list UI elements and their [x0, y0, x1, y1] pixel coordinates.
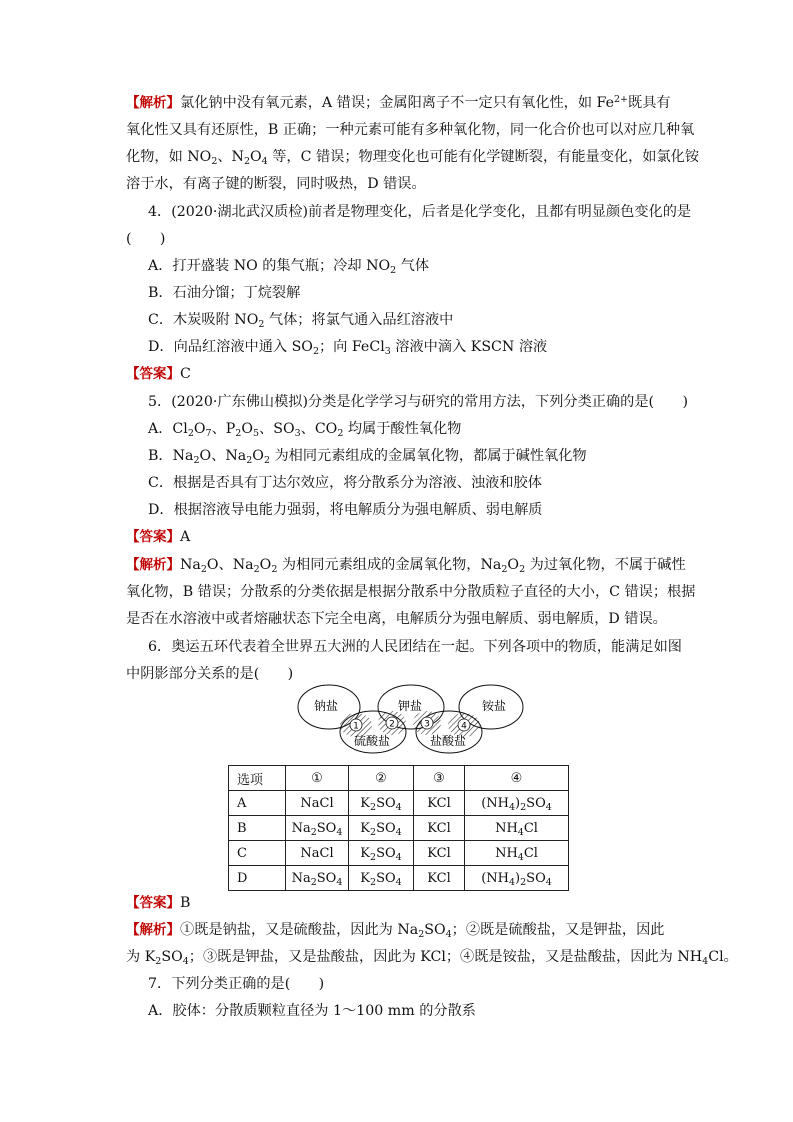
header-cell: 选项	[229, 766, 286, 791]
region-number: 2	[389, 719, 395, 730]
table-cell: $K_2SO_4$	[349, 816, 414, 841]
answer-line: 【答案】C	[126, 366, 191, 382]
table-cell: KCl	[414, 841, 465, 866]
option-b: B．石油分馏；丁烷裂解	[148, 285, 301, 301]
header-cell: ④	[465, 766, 569, 791]
analysis-line: 化物，如 $NO_2$、$N_2O_4$ 等，C 错误；物理变化也可能有化学键断裂，有能量变化，如氯化铵	[126, 149, 700, 167]
answer-line: 【答案】A	[126, 529, 191, 545]
table-row	[229, 841, 569, 866]
table-cell: B	[229, 816, 286, 841]
table-cell: $NH_4Cl$	[465, 841, 569, 866]
table-cell: KCl	[414, 866, 465, 891]
table-cell: KCl	[414, 816, 465, 841]
table-cell: NaCl	[286, 791, 349, 816]
analysis-line: 为 $K_2SO_4$；③既是钾盐，又是盐酸盐，因此为 KCl；④既是铵盐，又是盐酸盐，因此为 $NH_4Cl$。	[126, 949, 738, 967]
question-6-stem: 中阴影部分关系的是( )	[126, 666, 294, 682]
analysis-line: 【解析】$Na_2O$、$Na_2O_2$ 为相同元素组成的金属氧化物，$Na_2O_2$ 为过氧化物，不属于碱性	[126, 557, 686, 575]
analysis-tag: 【解析】	[126, 922, 180, 938]
option-b: B．$Na_2O$、$Na_2O_2$ 为相同元素组成的金属氧化物，都属于碱性氧化物	[148, 448, 587, 466]
option-a: A．$Cl_2O_7$、$P_2O_5$、$SO_3$、$CO_2$ 均属于酸性氧化物	[148, 421, 462, 439]
table-cell: $Na_2SO_4$	[286, 866, 349, 891]
question-7-stem: 7．下列分类正确的是( )	[148, 976, 325, 992]
option-c: C．木炭吸附 $NO_2$ 气体；将氯气通入品红溶液中	[148, 312, 454, 330]
header-cell: ②	[349, 766, 414, 791]
table-cell: $K_2SO_4$	[349, 866, 414, 891]
analysis-line: 溶于水，有离子键的断裂，同时吸热，D 错误。	[126, 176, 426, 192]
question-6-stem: 6．奥运五环代表着全世界五大洲的人民团结在一起。下列各项中的物质，能满足如图	[148, 639, 682, 655]
label-ammonium-salt: 铵盐	[481, 699, 507, 713]
table-cell: $(NH_4)_2SO_4$	[465, 791, 569, 816]
table-cell: $Na_2SO_4$	[286, 816, 349, 841]
table-cell: $K_2SO_4$	[349, 841, 414, 866]
question-4-paren: ( )	[126, 231, 166, 247]
region-number: 1	[353, 721, 359, 732]
table-cell: A	[229, 791, 286, 816]
answer-tag: 【答案】	[126, 366, 180, 382]
table-cell: $NH_4Cl$	[465, 816, 569, 841]
analysis-tag: 【解析】	[126, 95, 180, 111]
table-cell: KCl	[414, 791, 465, 816]
answer-line: 【答案】B	[126, 895, 191, 911]
region-number: 4	[461, 721, 467, 732]
option-c: C．根据是否具有丁达尔效应，将分散系分为溶液、浊液和胶体	[148, 475, 542, 491]
table-cell: $K_2SO_4$	[349, 791, 414, 816]
venn-diagram	[296, 683, 526, 755]
label-potassium-salt: 钾盐	[397, 699, 423, 713]
analysis-line: 氧化物，B 错误；分散系的分类依据是根据分散系中分散质粒子直径的大小，C 错误；根据	[126, 584, 696, 600]
analysis-line: 氧化性又具有还原性，B 正确；一种元素可能有多种氧化物，同一化合价也可以对应几种氧	[126, 122, 695, 138]
label-chloride: 盐酸盐	[429, 734, 467, 748]
option-d: D．根据溶液导电能力强弱，将电解质分为强电解质、弱电解质	[148, 502, 543, 518]
label-sodium-salt: 钠盐	[313, 699, 339, 713]
table-cell: NaCl	[286, 841, 349, 866]
option-d: D．向品红溶液中通入 $SO_2$；向 FeCl$_3$ 溶液中滴入 KSCN 溶液	[148, 339, 548, 357]
answer-tag: 【答案】	[126, 895, 180, 911]
question-4-stem: 4．(2020·湖北武汉质检)前者是物理变化，后者是化学变化，且都有明显颜色变化的是	[148, 204, 692, 220]
header-cell: ①	[286, 766, 349, 791]
region-number: 3	[424, 719, 430, 730]
analysis-line: 【解析】①既是钠盐，又是硫酸盐，因此为 $Na_2SO_4$；②既是硫酸盐，又是钾盐，因此	[126, 922, 665, 940]
option-a: A．胶体：分散质颗粒直径为 1～100 mm 的分散系	[148, 1003, 476, 1019]
header-cell: ③	[414, 766, 465, 791]
analysis-tag: 【解析】	[126, 557, 180, 573]
table-row	[229, 791, 569, 816]
table-cell: C	[229, 841, 286, 866]
table-cell: $(NH_4)_2SO_4$	[465, 866, 569, 891]
analysis-line: 是否在水溶液中或者熔融状态下完全电离，电解质分为强电解质、弱电解质，D 错误。	[126, 611, 667, 627]
options-table	[228, 765, 569, 891]
label-sulfate: 硫酸盐	[353, 734, 391, 748]
analysis-line: 【解析】氯化钠中没有氧元素，A 错误；金属阳离子不一定只有氧化性，如 $Fe^{2+}$既具有	[126, 94, 671, 111]
answer-tag: 【答案】	[126, 529, 180, 545]
table-row	[229, 816, 569, 841]
option-a: A．打开盛装 NO 的集气瓶；冷却 $NO_2$ 气体	[148, 258, 430, 276]
table-header-row	[229, 766, 569, 791]
question-5-stem: 5．(2020·广东佛山模拟)分类是化学学习与研究的常用方法，下列分类正确的是( )	[148, 394, 688, 410]
table-row	[229, 866, 569, 891]
table-cell: D	[229, 866, 286, 891]
